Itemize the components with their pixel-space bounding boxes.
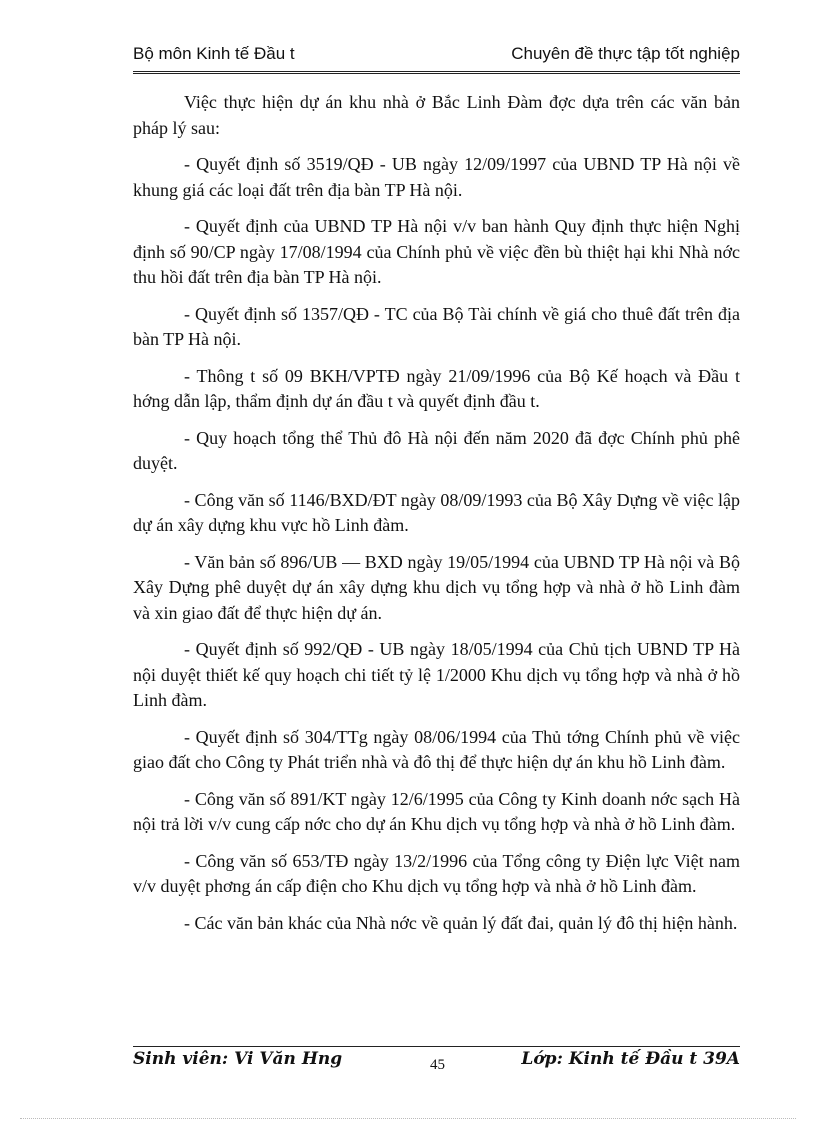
footer-student-name: Sinh viên: Vi Văn Hng: [133, 1049, 343, 1069]
list-paragraph: - Quyết định số 304/TTg ngày 08/06/1994 của Thủ tớng Chính phủ về việc giao đất cho Công ty Phát triển nhà và đô thị để thực hiện dự án khu hồ Linh đàm.: [133, 726, 740, 772]
header-report-title: Chuyên đề thực tập tốt nghiệp: [511, 44, 740, 63]
page-footer: [133, 1049, 740, 1079]
footer-class-name: Lớp: Kinh tế Đầu t 39A: [521, 1049, 740, 1069]
list-paragraph: - Các văn bản khác của Nhà nớc về quản lý đất đai, quản lý đô thị hiện hành.: [184, 912, 738, 933]
list-paragraph: - Công văn số 1146/BXD/ĐT ngày 08/09/1993 của Bộ Xây Dựng về việc lập dự án xây dựng khu vực hồ Linh đàm.: [133, 489, 740, 535]
list-paragraph: - Văn bản số 896/UB — BXD ngày 19/05/1994 của UBND TP Hà nội và Bộ Xây Dựng phê duyệt dự án xây dựng khu dịch vụ tổng hợp và nhà ở hồ Linh đàm và xin giao đất để thực hiện dự án.: [133, 551, 740, 623]
document-body: [133, 90, 740, 947]
list-paragraph: - Quy hoạch tổng thể Thủ đô Hà nội đến năm 2020 đã đợc Chính phủ phê duyệt.: [133, 427, 740, 473]
list-paragraph: - Quyết định số 992/QĐ - UB ngày 18/05/1994 của Chủ tịch UBND TP Hà nội duyệt thiết kế quy hoạch chi tiết tỷ lệ 1/2000 Khu dịch vụ tổng hợp và nhà ở hồ Linh đàm.: [133, 639, 740, 710]
page-header: [133, 44, 740, 70]
header-divider: [133, 71, 740, 74]
list-paragraph: - Quyết định số 3519/QĐ - UB ngày 12/09/1997 của UBND TP Hà nội về khung giá các loại đất trên địa bàn TP Hà nội.: [133, 154, 740, 200]
list-paragraph: - Quyết định của UBND TP Hà nội v/v ban hành Quy định thực hiện Nghị định số 90/CP ngày 17/08/1994 của Chính phủ về việc đền bù thiệt hại khi Nhà nớc thu hồi đất trên địa bàn TP Hà nội.: [133, 216, 740, 287]
list-paragraph: - Công văn số 653/TĐ ngày 13/2/1996 của Tổng công ty Điện lực Việt nam v/v duyệt phơng án cấp điện cho Khu dịch vụ tổng hợp và nhà ở hồ Linh đàm.: [133, 850, 740, 896]
page-number: 45: [430, 1057, 445, 1073]
list-paragraph: - Quyết định số 1357/QĐ - TC của Bộ Tài chính về giá cho thuê đất trên địa bàn TP Hà nội.: [133, 303, 740, 349]
header-department: Bộ môn Kinh tế Đầu t: [133, 44, 295, 63]
list-paragraph: - Thông t số 09 BKH/VPTĐ ngày 21/09/1996 của Bộ Kế hoạch và Đầu t hớng dẫn lập, thẩm định dự án đầu t và quyết định đầu t.: [133, 365, 740, 411]
page-edge-divider: [20, 1118, 796, 1119]
intro-paragraph: Việc thực hiện dự án khu nhà ở Bắc Linh Đàm đợc dựa trên các văn bản pháp lý sau:: [133, 92, 740, 138]
footer-divider: [133, 1046, 740, 1047]
list-paragraph: - Công văn số 891/KT ngày 12/6/1995 của Công ty Kinh doanh nớc sạch Hà nội trả lời v/v cung cấp nớc cho dự án Khu dịch vụ tổng hợp và nhà ở hồ Linh đàm.: [133, 788, 740, 834]
